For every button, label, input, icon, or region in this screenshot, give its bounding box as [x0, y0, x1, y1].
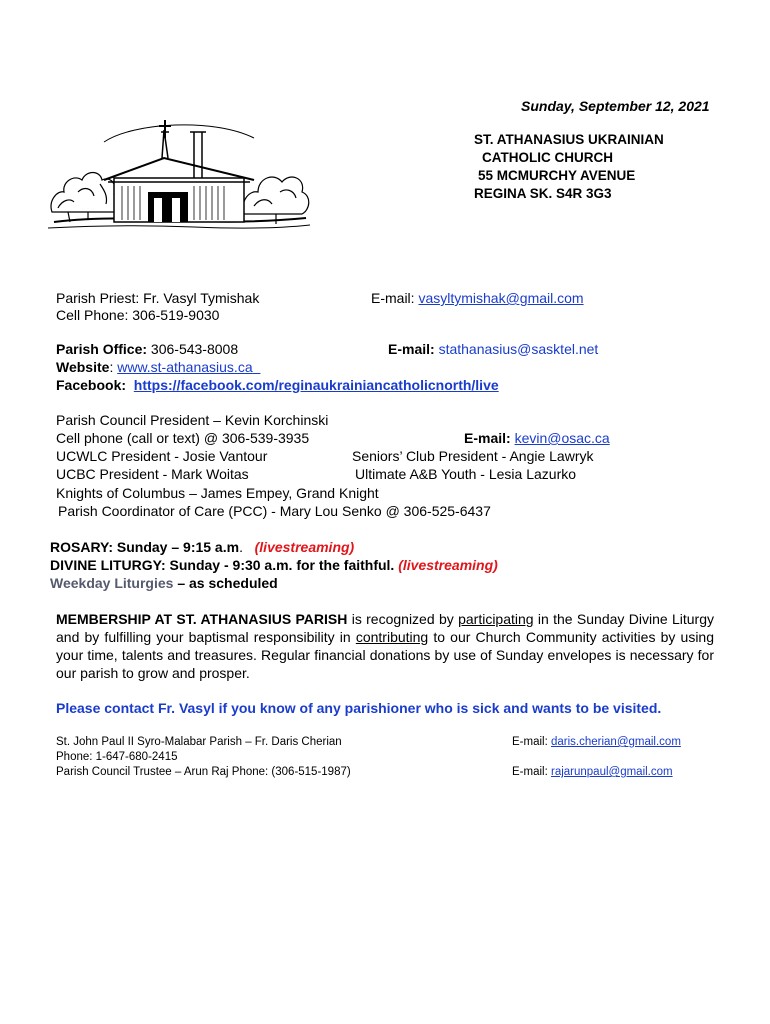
syro-email-1-line — [512, 735, 681, 750]
facebook-label: Facebook: — [56, 377, 127, 393]
council-president: Parish Council President – Kevin Korchinski — [56, 412, 329, 428]
website-label: Website — [56, 359, 110, 375]
priest-email-line — [371, 290, 584, 307]
office-email-label: E-mail: — [388, 341, 435, 357]
liturgy-text: DIVINE LITURGY: Sunday - 9:30 a.m. for the faithful. — [50, 557, 395, 573]
membership-text: to our Church Community activities by using your time, talents and treasures. Regular financial donations by use of Sunday envelopes is necessary for our parish to grow and prosper. — [56, 629, 714, 681]
syro-email-2-line — [512, 765, 673, 780]
membership-heading: MEMBERSHIP AT ST. ATHANASIUS PARISH — [56, 611, 348, 627]
liturgy-line — [50, 557, 498, 574]
bulletin-date: Sunday, September 12, 2021 — [521, 98, 710, 114]
priest-email-label: E-mail: — [371, 290, 419, 306]
weekday-line — [50, 575, 278, 592]
syro-malabar-trustee: Parish Council Trustee – Arun Raj Phone: (306-515-1987) — [56, 766, 351, 778]
syro-email-1-link[interactable]: daris.cherian@gmail.com — [550, 736, 681, 748]
council-email-label: E-mail: — [464, 430, 511, 446]
ucwlc-president: UCWLC President - Josie Vantour — [56, 448, 268, 464]
membership-paragraph — [56, 610, 714, 682]
facebook-link[interactable]: https://facebook.com/reginaukrainiancatholicnorth/live — [133, 377, 499, 393]
weekday-text: – as scheduled — [173, 575, 278, 591]
rosary-label: ROSARY — [50, 539, 109, 555]
rosary-text: : Sunday – 9:15 a.m — [108, 539, 240, 555]
website-sep: : — [109, 359, 118, 375]
youth-leader: Ultimate A&B Youth - Lesia Lazurko — [355, 466, 577, 482]
rosary-livestream: (livestreaming) — [254, 539, 355, 555]
seniors-president: Seniors’ Club President - Angie Lawryk — [352, 448, 594, 464]
priest-cell: Cell Phone: 306-519-9030 — [56, 307, 220, 323]
syro-email-2-label: E-mail: — [512, 766, 551, 778]
syro-malabar-phone: Phone: 1-647-680-2415 — [56, 751, 178, 763]
office-email-line — [388, 341, 598, 358]
address-line: CATHOLIC CHURCH — [482, 150, 613, 165]
address-line: 55 MCMURCHY AVENUE — [478, 168, 636, 183]
membership-underline: participating — [458, 611, 534, 627]
office-phone-label: Parish Office: — [56, 341, 148, 357]
council-email-link[interactable]: kevin@osac.ca — [514, 430, 610, 446]
church-building-sketch — [44, 112, 314, 240]
office-email-link[interactable]: stathanasius@sasktel.net — [434, 341, 599, 357]
rosary-line — [50, 539, 354, 556]
website-link[interactable]: www.st-athanasius.ca — [117, 359, 253, 375]
office-phone-line — [56, 341, 238, 358]
priest-name: Parish Priest: Fr. Vasyl Tymishak — [56, 290, 260, 306]
website-line — [56, 359, 260, 376]
membership-text: in the Sunday Divine Liturgy and by fulfilling your baptismal responsibility in — [56, 611, 714, 645]
rosary-dot: . — [239, 539, 243, 555]
church-address — [474, 131, 664, 203]
address-line: ST. ATHANASIUS UKRAINIAN — [474, 132, 664, 147]
liturgy-livestream: (livestreaming) — [398, 557, 498, 573]
visit-notice: Please contact Fr. Vasyl if you know of any parishioner who is sick and wants to be visited. — [56, 700, 662, 716]
syro-malabar-parish: St. John Paul II Syro-Malabar Parish – Fr. Daris Cherian — [56, 736, 342, 748]
knights-of-columbus: Knights of Columbus – James Empey, Grand Knight — [56, 485, 379, 501]
membership-text: is recognized by — [347, 611, 459, 627]
council-email-line — [464, 430, 610, 447]
priest-email-link[interactable]: vasyltymishak@gmail.com — [418, 290, 584, 306]
ucbc-president: UCBC President - Mark Woitas — [56, 466, 249, 482]
care-coordinator: Parish Coordinator of Care (PCC) - Mary Lou Senko @ 306-525-6437 — [58, 503, 491, 519]
council-cell: Cell phone (call or text) @ 306-539-3935 — [56, 430, 310, 446]
weekday-label: Weekday Liturgies — [50, 575, 174, 591]
office-phone: 306-543-8008 — [147, 341, 239, 357]
facebook-line — [56, 377, 499, 394]
website-link-trail — [253, 359, 261, 375]
syro-email-2-link[interactable]: rajarunpaul@gmail.com — [550, 766, 673, 778]
membership-underline: contributing — [355, 629, 429, 645]
syro-email-1-label: E-mail: — [512, 736, 551, 748]
address-line: REGINA SK. S4R 3G3 — [474, 186, 612, 201]
